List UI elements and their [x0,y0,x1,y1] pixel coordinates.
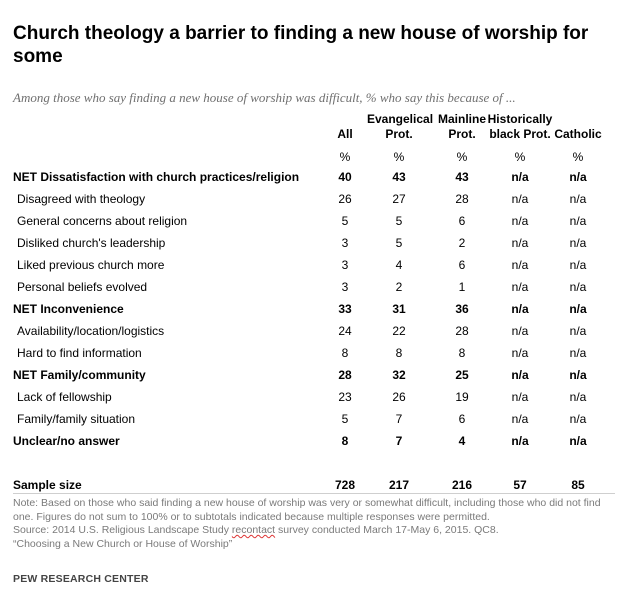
row-value: n/a [511,368,529,382]
row-value: n/a [511,214,529,228]
percent-sign: % [572,150,584,164]
row-label: Lack of fellowship [17,390,112,404]
row-value: 43 [392,170,406,184]
row-value: n/a [569,390,587,404]
row-value: n/a [511,324,529,338]
table-row [0,298,628,320]
row-value: n/a [569,170,587,184]
subtitle: Among those who say finding a new house of worship was difficult, % who say this because of ... [13,90,516,105]
column-header-all [330,127,360,142]
row-value: n/a [511,280,529,294]
row-value: 8 [341,346,349,360]
page-title: Church theology a barrier to finding a new house of worship for some [13,23,589,67]
table-row [0,166,628,188]
row-value: 2 [395,280,403,294]
source-prefix: Source: 2014 U.S. Religious Landscape Study [13,524,232,536]
row-value: 28 [338,368,352,382]
sample-size-value: 216 [451,478,473,492]
row-value: 6 [458,214,466,228]
row-value: n/a [511,390,529,404]
row-value: n/a [511,258,529,272]
column-header-mainline [432,112,492,142]
row-value: n/a [511,170,529,184]
table-row [0,342,628,364]
row-value: n/a [569,192,587,206]
row-value: 4 [458,434,466,448]
row-value: n/a [569,214,587,228]
column-header-catholic [553,127,603,142]
row-value: 22 [392,324,406,338]
report-title: “Choosing a New Church or House of Worship” [13,537,233,550]
row-value: 24 [338,324,352,338]
row-label: Unclear/no answer [13,434,120,448]
table-row [0,276,628,298]
source-text [13,524,618,538]
row-label: NET Family/community [13,368,146,382]
row-value: 25 [455,368,469,382]
row-value: 26 [392,390,406,404]
row-value: 3 [341,280,349,294]
row-value: 5 [395,214,403,228]
row-value: n/a [569,302,587,316]
table-row [0,232,628,254]
source-suffix: survey conducted March 17-May 6, 2015. QC8. [275,524,499,536]
table-row [0,320,628,342]
divider [13,493,615,494]
row-value: 33 [338,302,352,316]
column-header-line2: black Prot. [489,127,551,141]
table-row [0,364,628,386]
column-header-black-prot [487,112,553,142]
row-value: 4 [395,258,403,272]
column-header-label: All [337,127,353,141]
row-value: 23 [338,390,352,404]
row-value: 8 [395,346,403,360]
row-value: 1 [458,280,466,294]
row-value: 26 [338,192,352,206]
row-value: 19 [455,390,469,404]
row-label: General concerns about religion [17,214,188,228]
table-row [0,188,628,210]
row-label: Hard to find information [17,346,142,360]
row-label: Disliked church's leadership [17,236,166,250]
row-value: 6 [458,412,466,426]
sample-size-value: 57 [513,478,527,492]
percent-sign: % [393,150,405,164]
column-header-line2: Prot. [448,127,476,141]
row-label: Personal beliefs evolved [17,280,148,294]
row-value: n/a [569,346,587,360]
column-header-evangelical [367,112,434,142]
source-spellcheck-word: recontact [231,524,276,536]
row-value: 36 [455,302,469,316]
column-header-line1: Mainline [437,112,486,126]
percent-sign: % [339,150,351,164]
row-value: 3 [341,236,349,250]
row-label: Disagreed with theology [17,192,146,206]
row-value: 32 [392,368,406,382]
table-row [0,408,628,430]
row-label: Family/family situation [17,412,136,426]
row-value: n/a [569,258,587,272]
row-value: 7 [395,412,403,426]
row-value: n/a [511,236,529,250]
row-value: n/a [511,302,529,316]
row-value: 40 [338,170,352,184]
sample-size-value: 85 [571,478,585,492]
row-value: n/a [569,412,587,426]
table-row [0,254,628,276]
column-header-label: Catholic [554,127,602,141]
row-value: n/a [569,368,587,382]
sample-size-label: Sample size [13,478,82,492]
row-value: n/a [511,434,529,448]
row-value: 5 [341,214,349,228]
table-row [0,430,628,452]
percent-sign: % [456,150,468,164]
row-value: n/a [569,236,587,250]
row-value: 2 [458,236,466,250]
row-value: 8 [341,434,349,448]
row-value: n/a [569,324,587,338]
column-header-line1: Evangelical [367,112,434,126]
row-value: n/a [569,434,587,448]
note-text: Note: Based on those who said finding a new house of worship was very or somewhat difficult, including those who did not find one. Figures do not sum to 100% or to subtotals indicated because multiple responses were permitted. [13,497,601,523]
table-row [0,210,628,232]
row-value: 27 [392,192,406,206]
row-value: 28 [455,324,469,338]
row-value: n/a [511,192,529,206]
row-value: 28 [455,192,469,206]
row-label: NET Inconvenience [13,302,124,316]
row-value: 8 [458,346,466,360]
sample-size-value: 728 [334,478,356,492]
column-header-line2: Prot. [385,127,413,141]
row-value: 43 [455,170,469,184]
row-value: 31 [392,302,406,316]
notes [13,497,618,551]
row-value: 6 [458,258,466,272]
row-value: n/a [569,280,587,294]
row-value: 5 [341,412,349,426]
row-label: Availability/location/logistics [17,324,165,338]
table-row [0,386,628,408]
sample-size-value: 217 [388,478,410,492]
row-value: n/a [511,412,529,426]
column-header-line1: Historically [487,112,553,126]
row-value: n/a [511,346,529,360]
row-value: 5 [395,236,403,250]
percent-sign: % [514,150,526,164]
row-value: 7 [395,434,403,448]
row-label: NET Dissatisfaction with church practices/religion [13,170,300,184]
brand-logo-text: PEW RESEARCH CENTER [13,573,149,585]
row-label: Liked previous church more [17,258,165,272]
row-value: 3 [341,258,349,272]
